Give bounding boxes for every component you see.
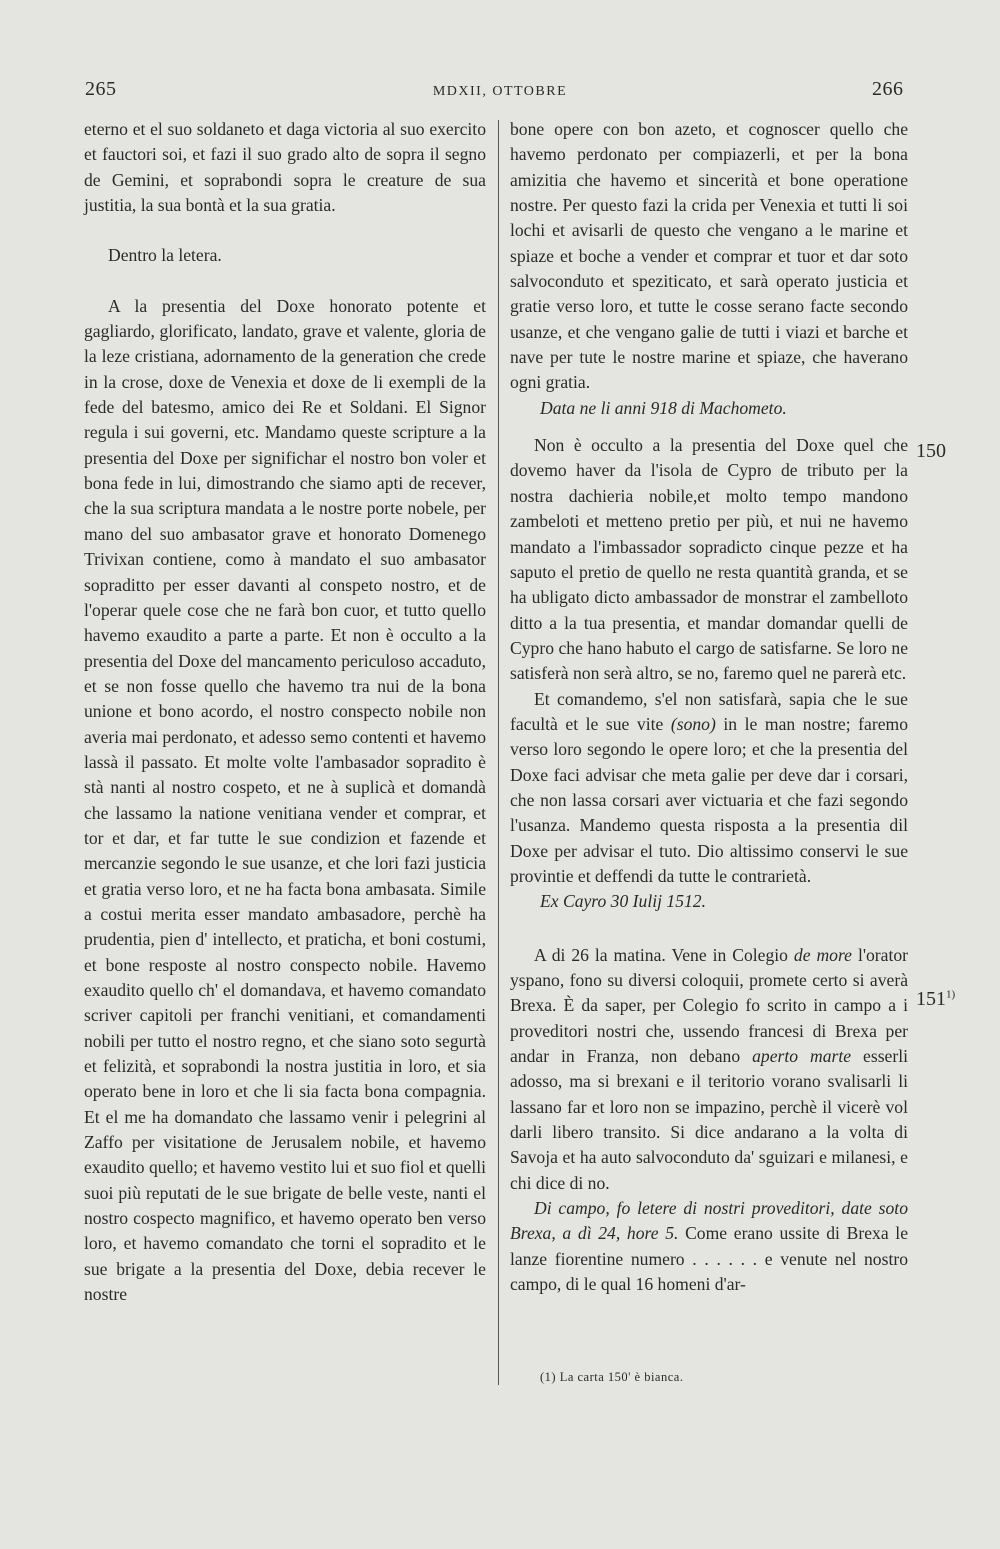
running-title: MDXII, OTTOBRE: [432, 84, 568, 99]
margin-number: 150: [916, 440, 946, 462]
page-number-left: 265: [85, 78, 117, 100]
right-column: [510, 117, 908, 1297]
paragraph: bone opere con bon azeto, et cognoscer quello che havemo perdonato per compiazerli, et per la bona amizitia che havemo et sincerità et bone operatione nostre. Per questo fazi la crida per Venexia et tutti li soi lochi et avisarli de questo che vengano a le marine et spiaze et boche a vender et comprar et tuor et dar soto salvoconduto et speziticato, et sarà operato justicia et gratie verso loro, et tutte le cosse serano facte secondo usanze, et che vengano galie de tutti i viazi et barche et nave per tute le nostre marine et spiaze, che haverano ogni gratia.: [510, 119, 908, 393]
paragraph: Di campo, fo letere di nostri proveditori, date soto Brexa, a dì 24, hore 5. Come erano ussite di Brexa le lanze fiorentine numero . . . . . . e venute nel nostro campo, di le qual 16 homeni d'ar-: [510, 1198, 908, 1295]
left-column: [84, 117, 486, 1307]
paragraph: A la presentia del Doxe honorato potente et gagliardo, glorificato, landato, grave et valente, gloria de la leze cristiana, adornamento de la generation che crede in la crose, doxe de Venexia et doxe de li exempli de la fede del batesmo, amico dei Re et Soldani. El Signor regula i sui governi, etc. Mandamo queste scripture a la presentia del Doxe per significhar el nostro bon voler et bona fede in lui, dimostrando che siamo apti de recever, che la sua scriptura mandata a le nostre porte nobele, per mano del suo ambasator grave et honorato Domenego Trivixan contiene, como à mandato el suo ambasator sopraditto per esser davanti al conspeto nostro, et de l'operar quele cose che ne farà bon cuor, et tutto quello havemo exaudito a parte a parte. Et non è occulto a la presentia del Doxe del mancamento periculoso accaduto, et se non fosse quello che havemo tra nui de la bona unione et bono acordo, el nostro conspecto nobile non averia mai perdonato, et adesso semo contenti et havemo lassà il passato. Et molte volte l'ambasador sopradito è stà nanti al nostro cospeto, et ne à suplicà et domandà che lassamo la natione venitiana vender et comprar, et tor et dar, et far tutte le sue condizion et fazende et mercanzie segondo le sue usanze, et che lori fazi justicia et gratia verso loro, et ne ha facta bona ambasata. Simile a costui merita esser mandato ambasadore, perchè ha prudentia, pien d' intellecto, et praticha, et boni costumi, et bone resposte al nostro conspecto nobile. Havemo exaudito quello ch' el domandava, et havemo comandato scriver capitoli per franchi venitiani, et comandamenti nobili per tutto el nostro regno, et che siano soto segurtà et felizità, et soprabondi la nostra justitia in loro, et sia operato bene in loro et che li sia facta bona compagnia. Et el me ha domandato che lassamo venir i pelegrini al Zaffo per visitatione de Jerusalem nobile, et havemo exaudito quello; et havemo vestito lui et suo fiol et quelli suoi più reputati de le sue brigate de belle veste, nanti el nostro cospecto magnifico, et havemo operato ben verso loro, et havemo comandato che torni el sopradito et le sue brigate a la presentia del Doxe, debia recever le nostre: [84, 295, 486, 1305]
dateline: Ex Cayro 30 Iulij 1512.: [540, 891, 706, 912]
column-divider: [498, 120, 499, 1385]
section-heading: Dentro la letera.: [108, 245, 222, 266]
page-number-right: 266: [872, 78, 904, 100]
paragraph: Non è occulto a la presentia del Doxe quel che dovemo haver da l'isola de Cypro de tributo per la nostra dachieria nobile,et molto tempo mandono zambeloti et metteno pretio per più, et nui ne havemo mandato a l'imbassador sopradicto cinque pezze et ha saputo el pretio de quello ne resta quantità granda, et se ha ubligato dicto ambassador de monstrar el zambelloto ditto a la tua presentia, et mandar domandar quelli de Cypro che hano habuto el cargo de satisfarne. Se loro ne satisferà non serà altro, se no, faremo quel ne parerà etc.: [510, 435, 908, 684]
paragraph: eterno et el suo soldaneto et daga victoria al suo exercito et fauctori soi, et fazi il suo grado alto de sopra il segno de Gemini, et soprabondi sopra le creature de sua justitia, la sua bontà et la sua gratia.: [84, 119, 486, 216]
paragraph: Et comandemo, s'el non satisfarà, sapia che le sue facultà et le sue vite (sono) in le man nostre; faremo verso loro segondo le opere loro; et che la presentia del Doxe faci advisar che meta galie per deve dar i corsari, che non lassa corsari aver victuaria et che fazi segondo l'usanza. Mandemo questa risposta a la presentia dil Doxe per advisar el tuto. Dio altissimo conservi le sue provintie et deffendi da tutte le contrarietà.: [510, 688, 908, 886]
margin-number: 151$^{1)}$: [916, 988, 956, 1010]
footnote: (1) La carta 150' è bianca.: [540, 1370, 684, 1384]
dateline: Data ne li anni 918 di Machometo.: [540, 397, 787, 418]
paragraph: A di 26 la matina. Vene in Colegio de more l'orator yspano, fono su diversi coloquii, promete certo si averà Brexa. È da saper, per Colegio fo scrito in campo a i proveditori nostri che, ussendo francesi di Brexa per andar in Franza, non debano aperto marte esserli adosso, ma si brexani e il teritorio vorano svalisarli li lassano far et loro non se impazino, perchè il vicerè vol darli libero transito. Si dice andarano a la volta di Savoja et ha auto salvoconduto da' sguizari e milanesi, e chi dice di no.: [510, 944, 909, 1193]
